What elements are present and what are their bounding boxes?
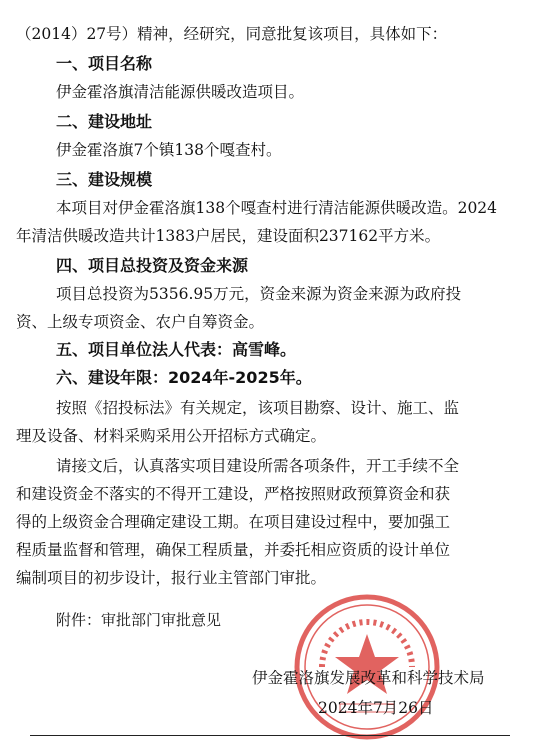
body-line-2: 伊金霍洛旗清洁能源供暖改造项目。 — [56, 83, 305, 101]
body-line-14: 编制项目的初步设计，报行业主管部门审批。 — [16, 569, 327, 587]
body-line-13: 程质量监督和管理，确保工程质量，并委托相应资质的设计单位 — [16, 541, 451, 559]
body-line-4: 本项目对伊金霍洛旗138个嘎查村进行清洁能源供暖改造。2024 — [56, 199, 498, 217]
attachment-note: 附件：审批部门审批意见 — [56, 611, 222, 629]
body-line-10: 请接文后，认真落实项目建设所需各项条件，开工手续不全 — [56, 457, 460, 475]
section-heading-3: 三、建设规模 — [56, 170, 153, 189]
section-heading-1: 一、项目名称 — [56, 54, 153, 73]
section-heading-2: 二、建设地址 — [56, 112, 153, 131]
body-line-5: 年清洁供暖改造共计1383户居民，建设面积237162平方米。 — [16, 227, 441, 245]
body-line-1: （2014）27号）精神，经研究，同意批复该项目，具体如下： — [16, 25, 448, 43]
section-heading-5: 五、项目单位法人代表：高雪峰。 — [56, 340, 297, 359]
body-line-8: 按照《招投标法》有关规定，该项目勘察、设计、施工、监 — [56, 399, 460, 417]
body-line-9: 理及设备、材料采购采用公开招标方式确定。 — [16, 427, 327, 445]
footer-rule — [30, 735, 510, 736]
body-line-12: 得的上级资金合理确定建设工期。在项目建设过程中，要加强工 — [16, 513, 451, 531]
body-line-11: 和建设资金不落实的不得开工建设，严格按照财政预算资金和获 — [16, 485, 451, 503]
issuer-name: 伊金霍洛旗发展改革和科学技术局 — [252, 669, 485, 687]
section-heading-6: 六、建设年限：2024年-2025年。 — [56, 368, 312, 387]
issue-date: 2024年7月26日 — [318, 699, 434, 717]
body-line-6: 项目总投资为5356.95万元，资金来源为资金来源为政府投 — [56, 285, 462, 303]
body-line-7: 资、上级专项资金、农户自筹资金。 — [16, 313, 265, 331]
spacer — [250, 704, 520, 705]
body-line-3: 伊金霍洛旗7个镇138个嘎查村。 — [56, 141, 282, 159]
section-heading-4: 四、项目总投资及资金来源 — [56, 256, 249, 275]
